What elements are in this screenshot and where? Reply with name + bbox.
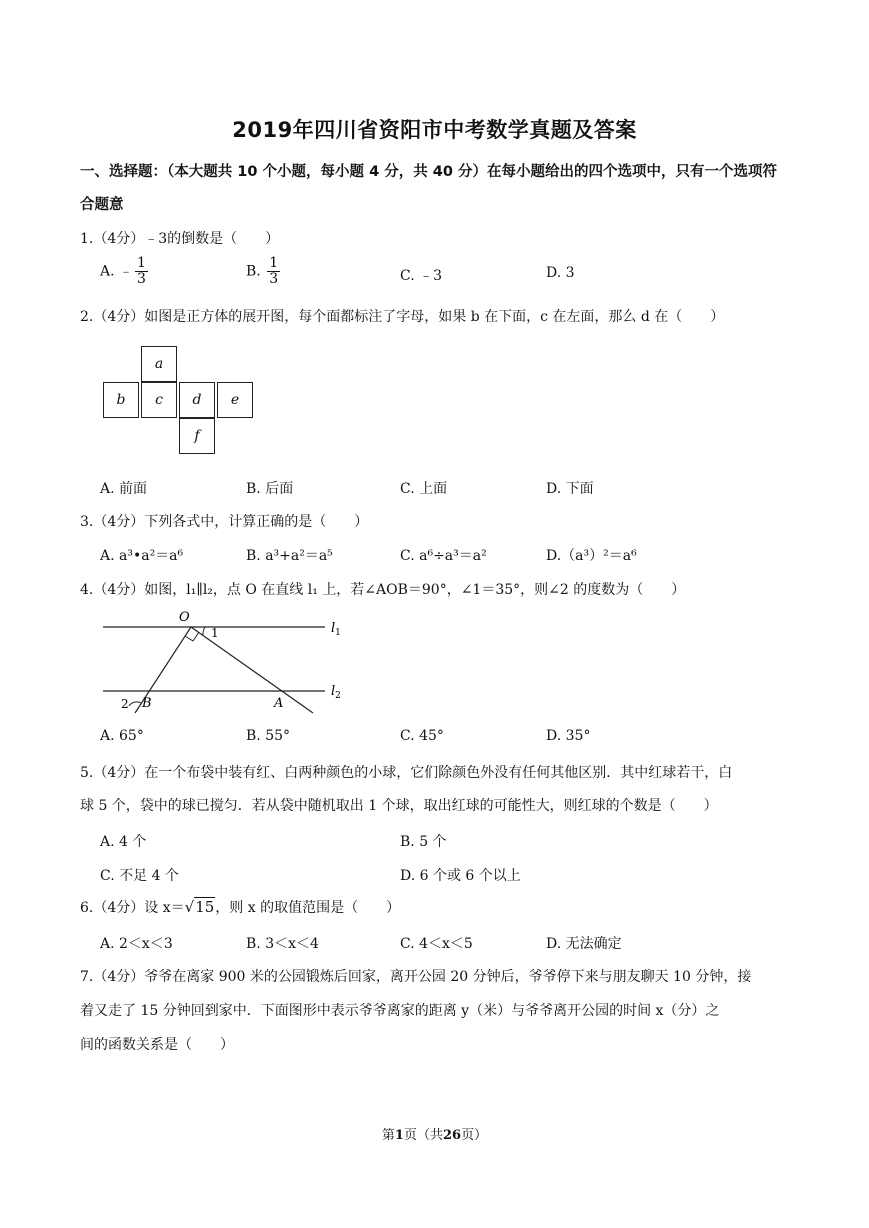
label-b: B (142, 696, 152, 711)
q3-option-d: D.（a³）²＝a⁶ (546, 548, 637, 564)
q3-option-a: A. a³•a²＝a⁶ (100, 548, 184, 564)
footer-page-number: 1 (394, 1128, 404, 1143)
q3-option-b: B. a³+a²＝a⁵ (246, 548, 333, 564)
q7-stem-line3: 间的函数关系是（ ） (80, 1037, 234, 1053)
page-footer (0, 1124, 869, 1143)
sqrt-expression (185, 898, 216, 916)
label-angle2: 2 (121, 697, 129, 711)
q1-option-b (246, 256, 280, 287)
q1-option-d: D. 3 (546, 265, 575, 281)
q2-option-b: B. 后面 (246, 481, 294, 497)
section-heading-line2: 合题意 (80, 197, 124, 213)
q3-option-c: C. a⁶÷a³＝a² (400, 548, 487, 564)
q6-stem-post: ，则 x 的取值范围是（ ） (215, 900, 401, 916)
parallel-lines-figure (95, 605, 365, 720)
q1-a-label: A. (100, 263, 115, 280)
q6-option-a: A. 2＜x＜3 (100, 936, 173, 952)
q5-option-a: A. 4 个 (100, 834, 147, 850)
q7-stem-line2: 着又走了 15 分钟回到家中．下面图形中表示爷爷离家的距离 y（米）与爷爷离开公园的时间 x（分）之 (80, 1003, 720, 1019)
net-face-e: e (217, 382, 253, 418)
label-l2-sub: 2 (335, 691, 341, 701)
q1-b-label: B. (246, 263, 261, 280)
q5-option-c: C. 不足 4 个 (100, 868, 179, 884)
q1-b-num: 1 (269, 255, 279, 271)
q4-option-a: A. 65° (100, 728, 144, 744)
page-title: 2019年四川省资阳市中考数学真题及答案 (232, 118, 637, 142)
footer-mid: 页（共 (403, 1128, 443, 1143)
q1-a-sign: ﹣ (119, 263, 134, 280)
label-a: A (274, 696, 284, 711)
q1-b-fraction (267, 256, 280, 287)
q1-b-den: 3 (269, 271, 279, 287)
q4-option-c: C. 45° (400, 728, 444, 744)
q6-option-b: B. 3＜x＜4 (246, 936, 319, 952)
net-face-d: d (179, 382, 215, 418)
angle2-arc (129, 702, 141, 706)
q1-stem: 1.（4分）﹣3的倒数是（ ） (80, 231, 280, 247)
net-face-a: a (141, 346, 177, 382)
q1-a-den: 3 (137, 271, 146, 287)
label-l2-letter: l (331, 684, 336, 699)
q6-stem-pre: 6.（4分）设 x＝ (80, 900, 185, 916)
section-heading-line1: 一、选择题：（本大题共 10 个小题，每小题 4 分，共 40 分）在每小题给出的四个选项中，只有一个选项符 (80, 164, 777, 180)
q5-stem-line1: 5.（4分）在一个布袋中装有红、白两种颜色的小球，它们除颜色外没有任何其他区别．其中红球若干，白 (80, 765, 733, 781)
q1-option-a (100, 256, 148, 287)
segment-oa (191, 627, 313, 713)
label-l1 (331, 621, 341, 638)
net-face-c: c (141, 382, 177, 418)
footer-pre: 第 (381, 1128, 395, 1143)
q5-option-d: D. 6 个或 6 个以上 (400, 868, 521, 884)
q6-stem (80, 897, 400, 917)
q6-option-d: D. 无法确定 (546, 936, 622, 952)
q4-option-b: B. 55° (246, 728, 291, 744)
footer-post: 页） (461, 1128, 488, 1143)
q4-stem: 4.（4分）如图，l₁∥l₂，点 O 在直线 l₁ 上，若∠AOB＝90°，∠1＝35°，则∠2 的度数为（ ） (80, 582, 686, 598)
q2-option-c: C. 上面 (400, 481, 448, 497)
label-l1-letter: l (331, 621, 336, 636)
label-l2 (331, 684, 341, 701)
label-o: O (179, 610, 190, 625)
sqrt-sign-icon: √ (184, 898, 195, 916)
cube-net-figure (103, 346, 255, 458)
label-angle1: 1 (211, 626, 219, 640)
q2-option-a: A. 前面 (100, 481, 148, 497)
q4-option-d: D. 35° (546, 728, 591, 744)
q5-option-b: B. 5 个 (400, 834, 447, 850)
q5-stem-line2: 球 5 个，袋中的球已搅匀．若从袋中随机取出 1 个球，取出红球的可能性大，则红球的个数是（ ） (80, 798, 718, 814)
q2-stem: 2.（4分）如图是正方体的展开图，每个面都标注了字母，如果 b 在下面，c 在左面，那么 d 在（ ） (80, 309, 725, 325)
net-face-f: f (179, 418, 215, 454)
sqrt-radicand: 15 (195, 898, 215, 916)
q1-a-num: 1 (137, 255, 146, 271)
label-l1-sub: 1 (335, 628, 341, 638)
q1-option-c: C. ﹣3 (400, 268, 443, 284)
q3-stem: 3.（4分）下列各式中，计算正确的是（ ） (80, 514, 369, 530)
q7-stem-line1: 7.（4分）爷爷在离家 900 米的公园锻炼后回家，离开公园 20 分钟后，爷爷停下来与朋友聊天 10 分钟，接 (80, 969, 752, 985)
angle1-arc (203, 627, 205, 635)
q2-option-d: D. 下面 (546, 481, 594, 497)
q6-option-c: C. 4＜x＜5 (400, 936, 473, 952)
footer-total-pages: 26 (442, 1128, 462, 1143)
q1-a-fraction (135, 256, 148, 287)
net-face-b: b (103, 382, 139, 418)
